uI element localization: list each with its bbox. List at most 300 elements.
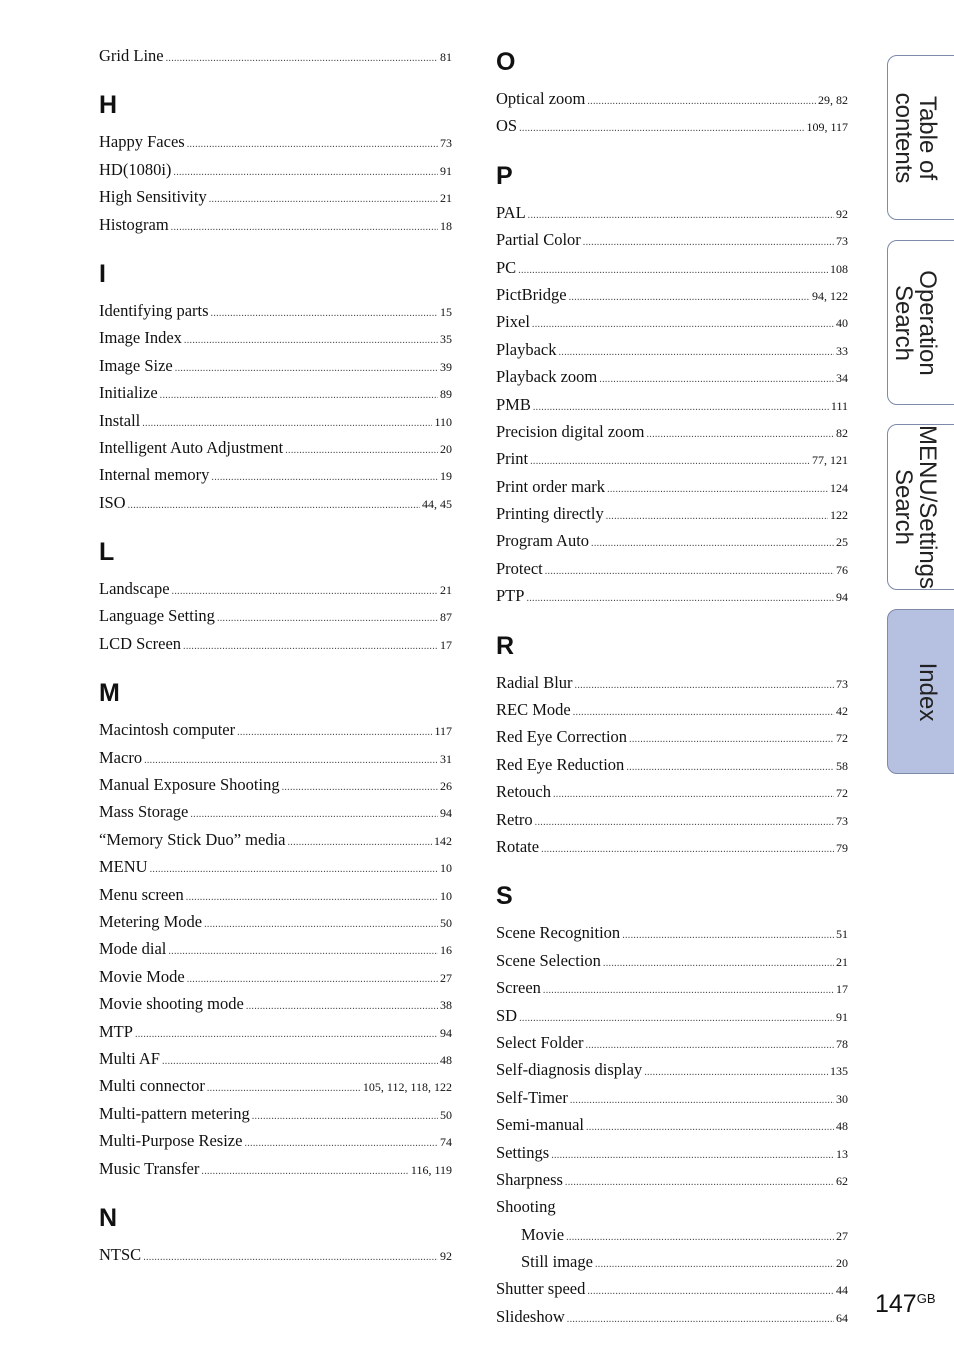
page-reference[interactable]: 124 xyxy=(830,480,848,495)
dot-leader xyxy=(528,202,834,229)
page-reference[interactable]: 76 xyxy=(836,562,848,577)
dot-leader xyxy=(244,1130,438,1157)
page-reference[interactable]: 21 xyxy=(836,954,848,969)
index-term: Macro xyxy=(99,747,143,767)
index-entry[interactable] xyxy=(496,473,848,500)
page-reference[interactable]: 27 xyxy=(440,970,452,985)
page-reference[interactable]: 73 xyxy=(836,676,848,691)
index-letter-heading: O xyxy=(496,48,516,76)
page-reference[interactable]: 142 xyxy=(434,833,452,848)
dot-leader xyxy=(282,774,438,801)
dot-leader xyxy=(166,45,438,72)
page-reference[interactable]: 21 xyxy=(440,583,452,598)
tab-operation-search[interactable] xyxy=(887,240,954,405)
tab-index[interactable] xyxy=(887,609,954,774)
index-term: OS xyxy=(496,116,518,136)
page-reference[interactable]: 108 xyxy=(830,261,848,276)
index-entry[interactable] xyxy=(496,833,848,860)
page-reference[interactable]: 81 xyxy=(440,50,452,64)
index-term: Landscape xyxy=(99,579,170,599)
index-term: Histogram xyxy=(99,214,169,234)
page-reference[interactable]: 44, 45 xyxy=(422,496,452,511)
page-reference[interactable]: 73 xyxy=(836,234,848,249)
dot-leader xyxy=(553,781,834,808)
dot-leader xyxy=(519,1005,834,1032)
page-reference[interactable]: 72 xyxy=(836,786,848,801)
dot-leader xyxy=(211,464,438,491)
dot-leader xyxy=(570,1087,834,1114)
index-term: PAL xyxy=(496,202,526,222)
index-letter-heading: L xyxy=(99,538,115,567)
index-term: Self-Timer xyxy=(496,1087,568,1107)
dot-leader xyxy=(595,1251,834,1278)
dot-leader xyxy=(184,327,438,354)
index-entry[interactable] xyxy=(496,85,848,112)
index-term: Radial Blur xyxy=(496,672,573,692)
index-letter-heading: H xyxy=(99,91,118,120)
index-subentry[interactable] xyxy=(496,1221,848,1248)
dot-leader xyxy=(586,1114,834,1141)
dot-leader xyxy=(150,856,438,883)
index-entry[interactable] xyxy=(496,1084,848,1111)
dot-leader xyxy=(135,1021,438,1048)
page-reference[interactable]: 72 xyxy=(836,731,848,746)
dot-leader xyxy=(535,809,834,836)
index-entry[interactable] xyxy=(496,1139,848,1166)
index-term: PictBridge xyxy=(496,284,567,304)
index-term: High Sensitivity xyxy=(99,187,207,207)
page-reference[interactable]: 50 xyxy=(440,915,452,930)
page-reference[interactable]: 89 xyxy=(440,387,452,402)
index-term: Settings xyxy=(496,1142,550,1162)
index-entry[interactable] xyxy=(496,1166,848,1193)
dot-leader xyxy=(168,938,438,965)
index-entry[interactable] xyxy=(99,1127,452,1154)
page-reference[interactable]: 17 xyxy=(836,982,848,997)
page-number xyxy=(875,1290,936,1319)
index-term: ISO xyxy=(99,492,126,512)
page-reference[interactable]: 87 xyxy=(440,610,452,625)
dot-leader xyxy=(173,159,438,186)
index-entry[interactable] xyxy=(99,407,452,434)
index-term: Mode dial xyxy=(99,939,167,959)
index-term: Retro xyxy=(496,809,533,829)
index-entry[interactable] xyxy=(99,1072,452,1099)
dot-leader xyxy=(160,382,438,409)
index-entry[interactable] xyxy=(99,461,452,488)
index-letter-heading: S xyxy=(496,882,513,911)
index-entry[interactable] xyxy=(99,1241,452,1268)
page-reference[interactable]: 20 xyxy=(440,441,452,456)
index-term: Scene Recognition xyxy=(496,923,621,943)
dot-leader xyxy=(246,993,438,1020)
tab-menu-settings-search[interactable] xyxy=(887,424,954,590)
index-entry[interactable] xyxy=(496,527,848,554)
index-entry[interactable] xyxy=(99,575,452,602)
index-term: Select Folder xyxy=(496,1032,584,1052)
index-term: “Memory Stick Duo” media xyxy=(99,829,286,849)
index-term: Macintosh computer xyxy=(99,720,236,740)
index-entry[interactable] xyxy=(496,974,848,1001)
dot-leader xyxy=(573,699,834,726)
dot-leader xyxy=(144,747,438,774)
index-entry[interactable] xyxy=(496,308,848,335)
index-term: Identifying parts xyxy=(99,300,209,320)
index-term: Precision digital zoom xyxy=(496,421,645,441)
index-term: Multi AF xyxy=(99,1048,160,1068)
page-reference[interactable]: 91 xyxy=(836,1009,848,1024)
index-term: MENU xyxy=(99,857,148,877)
index-term: Optical zoom xyxy=(496,89,586,108)
index-entry[interactable] xyxy=(99,324,452,351)
index-entry[interactable] xyxy=(496,445,848,472)
page-reference[interactable]: 73 xyxy=(440,136,452,151)
index-term: Playback zoom xyxy=(496,367,598,387)
page-reference[interactable]: 44 xyxy=(836,1283,848,1298)
index-term: Print order mark xyxy=(496,476,606,496)
page-reference[interactable]: 74 xyxy=(440,1135,452,1150)
index-term: Partial Color xyxy=(496,230,581,250)
dot-leader xyxy=(543,977,834,1004)
dot-leader xyxy=(586,1032,834,1059)
dot-leader xyxy=(565,1169,834,1196)
page-reference[interactable]: 73 xyxy=(836,813,848,828)
index-entry[interactable] xyxy=(99,434,452,461)
index-term: Print xyxy=(496,449,529,469)
page-reference[interactable]: 27 xyxy=(836,1228,848,1243)
index-entry[interactable] xyxy=(496,336,848,363)
index-entry[interactable] xyxy=(99,379,452,406)
page-reference[interactable]: 33 xyxy=(836,343,848,358)
tab-label xyxy=(891,425,939,589)
index-term: PC xyxy=(496,257,517,277)
index-letter-heading: N xyxy=(99,1203,118,1232)
dot-leader xyxy=(187,966,438,993)
index-term: Multi-Purpose Resize xyxy=(99,1131,243,1151)
index-entry[interactable] xyxy=(496,947,848,974)
index-term: Sharpness xyxy=(496,1169,563,1189)
index-term: Still image xyxy=(521,1252,593,1272)
dot-leader xyxy=(567,1306,834,1333)
index-term: Shutter speed xyxy=(496,1279,586,1299)
index-term: Self-diagnosis display xyxy=(496,1060,643,1080)
tab-label-line: Index xyxy=(914,662,941,721)
index-term: Initialize xyxy=(99,383,158,403)
dot-leader xyxy=(566,1224,834,1251)
index-entry[interactable] xyxy=(99,963,452,990)
dot-leader xyxy=(252,1103,438,1130)
index-entry[interactable] xyxy=(496,919,848,946)
dot-leader xyxy=(237,719,432,746)
index-term: Red Eye Reduction xyxy=(496,754,625,774)
page-reference[interactable]: 94 xyxy=(440,1025,452,1040)
index-term: Rotate xyxy=(496,836,540,856)
index-entry[interactable] xyxy=(99,1155,452,1182)
page-reference[interactable]: 92 xyxy=(440,1248,452,1263)
index-term: REC Mode xyxy=(496,700,571,720)
index-entry[interactable] xyxy=(99,908,452,935)
dot-leader xyxy=(171,214,438,241)
dot-leader xyxy=(626,754,834,781)
index-term: LCD Screen xyxy=(99,633,182,653)
tab-label xyxy=(915,662,939,721)
page-reference[interactable]: 109, 117 xyxy=(806,120,848,135)
dot-leader xyxy=(187,131,438,158)
dot-leader xyxy=(519,115,804,142)
dot-leader xyxy=(142,410,432,437)
page-reference[interactable]: 10 xyxy=(440,861,452,876)
index-term: Happy Faces xyxy=(99,132,185,152)
dot-leader xyxy=(603,950,834,977)
dot-leader xyxy=(599,366,834,393)
index-entry[interactable] xyxy=(496,1111,848,1138)
index-entry[interactable] xyxy=(496,669,848,696)
index-entry[interactable] xyxy=(496,1029,848,1056)
page-reference[interactable]: 26 xyxy=(440,779,452,794)
page-reference[interactable]: 92 xyxy=(836,206,848,221)
page-reference[interactable]: 122 xyxy=(830,508,848,523)
page-reference[interactable]: 10 xyxy=(440,888,452,903)
index-entry[interactable] xyxy=(99,489,452,516)
index-entry[interactable] xyxy=(496,391,848,418)
page-reference[interactable]: 117 xyxy=(434,724,452,739)
index-entry[interactable] xyxy=(496,555,848,582)
page-reference[interactable]: 20 xyxy=(836,1256,848,1271)
index-entry[interactable] xyxy=(99,602,452,629)
tab-label-line: Search xyxy=(890,468,917,546)
index-entry[interactable] xyxy=(99,881,452,908)
page-reference[interactable]: 135 xyxy=(830,1064,848,1079)
index-entry[interactable] xyxy=(496,500,848,527)
page-reference[interactable]: 94 xyxy=(836,590,848,605)
page-reference[interactable]: 38 xyxy=(440,998,452,1013)
index-letter-heading: M xyxy=(99,679,120,708)
dot-leader xyxy=(644,1059,828,1086)
dot-leader xyxy=(558,339,834,366)
index-entry[interactable] xyxy=(99,630,452,657)
dot-leader xyxy=(190,801,438,828)
index-entry[interactable] xyxy=(99,744,452,771)
dot-leader xyxy=(583,229,834,256)
index-entry[interactable] xyxy=(496,1002,848,1029)
index-term: Shooting xyxy=(496,1197,556,1217)
index-term: Scene Selection xyxy=(496,950,601,970)
dot-leader xyxy=(646,421,834,448)
index-subentry[interactable] xyxy=(496,1248,848,1275)
page-reference[interactable]: 48 xyxy=(836,1119,848,1134)
index-term: Red Eye Correction xyxy=(496,727,628,747)
page-number-value: 147 xyxy=(875,1290,917,1318)
page-reference[interactable]: 94, 122 xyxy=(812,288,848,303)
page-reference[interactable]: 64 xyxy=(836,1310,848,1325)
index-entry[interactable] xyxy=(496,806,848,833)
tab-label-line: Table of xyxy=(914,95,941,180)
index-entry[interactable] xyxy=(99,42,452,69)
dot-leader xyxy=(551,1142,834,1169)
index-entry[interactable] xyxy=(496,363,848,390)
page-reference[interactable]: 111 xyxy=(830,398,848,413)
dot-leader xyxy=(569,284,810,311)
index-term: Image Size xyxy=(99,355,173,375)
index-entry[interactable] xyxy=(99,297,452,324)
dot-leader xyxy=(285,437,438,464)
page-reference[interactable]: 35 xyxy=(440,332,452,347)
index-entry[interactable] xyxy=(99,128,452,155)
index-letter-heading: R xyxy=(496,631,515,660)
index-entry[interactable] xyxy=(496,418,848,445)
tab-label-line: contents xyxy=(890,92,917,183)
tab-table-of-contents[interactable] xyxy=(887,55,954,220)
index-term: Retouch xyxy=(496,782,551,802)
index-column-left xyxy=(99,42,452,1268)
page-reference[interactable]: 17 xyxy=(440,637,452,652)
index-entry[interactable] xyxy=(496,1275,848,1302)
page-reference[interactable]: 25 xyxy=(836,535,848,550)
dot-leader xyxy=(629,726,834,753)
index-term: NTSC xyxy=(99,1244,142,1264)
page-reference[interactable]: 77, 121 xyxy=(812,453,848,468)
index-entry[interactable] xyxy=(496,696,848,723)
index-entry[interactable] xyxy=(99,1100,452,1127)
page-reference[interactable]: 78 xyxy=(836,1036,848,1051)
dot-leader xyxy=(545,558,834,585)
dot-leader xyxy=(217,605,438,632)
index-entry[interactable] xyxy=(99,853,452,880)
index-entry[interactable] xyxy=(496,281,848,308)
page-reference[interactable]: 16 xyxy=(440,943,452,958)
index-entry[interactable] xyxy=(496,199,848,226)
index-entry[interactable] xyxy=(99,798,452,825)
page-reference[interactable]: 94 xyxy=(440,806,452,821)
index-entry[interactable] xyxy=(496,723,848,750)
index-term: Language Setting xyxy=(99,606,215,626)
page-reference[interactable]: 19 xyxy=(440,469,452,484)
index-term: Pixel xyxy=(496,312,530,332)
index-entry[interactable] xyxy=(496,751,848,778)
index-entry[interactable] xyxy=(99,826,452,853)
page-reference[interactable]: 105, 112, 118, 122 xyxy=(362,1080,452,1095)
page-reference[interactable]: 62 xyxy=(836,1173,848,1188)
index-entry[interactable] xyxy=(99,156,452,183)
index-term: Music Transfer xyxy=(99,1158,200,1178)
dot-leader xyxy=(532,311,834,338)
dot-leader xyxy=(201,1158,409,1185)
page-reference[interactable]: 31 xyxy=(440,751,452,766)
index-entry[interactable] xyxy=(99,1018,452,1045)
index-entry[interactable] xyxy=(496,1193,848,1220)
page-reference[interactable]: 91 xyxy=(440,163,452,178)
index-term: Slideshow xyxy=(496,1306,565,1326)
index-term: Printing directly xyxy=(496,504,604,524)
index-term: PTP xyxy=(496,586,525,606)
index-term: Menu screen xyxy=(99,884,184,904)
index-term: MTP xyxy=(99,1021,133,1041)
tab-label xyxy=(891,270,939,375)
index-entry[interactable] xyxy=(496,226,848,253)
index-entry[interactable] xyxy=(99,1045,452,1072)
page-reference[interactable]: 116, 119 xyxy=(410,1162,452,1177)
dot-leader xyxy=(175,355,438,382)
dot-leader xyxy=(128,492,420,519)
page-reference[interactable]: 29, 82 xyxy=(818,93,848,107)
index-term: HD(1080i) xyxy=(99,159,172,179)
page-reference[interactable]: 82 xyxy=(836,425,848,440)
index-term: Movie shooting mode xyxy=(99,994,244,1014)
page-reference[interactable]: 48 xyxy=(440,1052,452,1067)
page-reference[interactable]: 39 xyxy=(440,359,452,374)
page-reference[interactable]: 51 xyxy=(836,927,848,942)
page-reference[interactable]: 40 xyxy=(836,316,848,331)
index-entry[interactable] xyxy=(99,990,452,1017)
dot-leader xyxy=(606,503,828,530)
index-entry[interactable] xyxy=(496,1056,848,1083)
index-entry[interactable] xyxy=(496,254,848,281)
page-reference[interactable]: 18 xyxy=(440,218,452,233)
index-term: Semi-manual xyxy=(496,1115,584,1135)
dot-leader xyxy=(541,836,834,863)
dot-leader xyxy=(162,1048,438,1075)
index-entry[interactable] xyxy=(99,183,452,210)
index-letter-heading: P xyxy=(496,161,513,190)
index-entry[interactable] xyxy=(99,771,452,798)
index-entry[interactable] xyxy=(496,582,848,609)
dot-leader xyxy=(204,911,438,938)
page-reference[interactable]: 79 xyxy=(836,840,848,855)
dot-leader xyxy=(591,530,834,557)
page-reference[interactable]: 110 xyxy=(434,414,452,429)
page-region-code: GB xyxy=(916,1291,936,1306)
index-term: Metering Mode xyxy=(99,911,203,931)
index-term: Multi connector xyxy=(99,1076,205,1096)
dot-leader xyxy=(209,186,438,213)
index-entry[interactable] xyxy=(99,935,452,962)
dot-leader xyxy=(211,300,438,327)
dot-leader xyxy=(518,257,828,284)
page-reference[interactable]: 42 xyxy=(836,704,848,719)
page-reference[interactable]: 15 xyxy=(440,304,452,319)
page-reference[interactable]: 30 xyxy=(836,1091,848,1106)
dot-leader xyxy=(530,448,810,475)
index-entry[interactable] xyxy=(99,352,452,379)
index-term: Manual Exposure Shooting xyxy=(99,775,280,795)
index-term: Program Auto xyxy=(496,531,590,551)
index-term: Install xyxy=(99,410,141,430)
index-term: Grid Line xyxy=(99,46,164,65)
index-entry[interactable] xyxy=(496,778,848,805)
index-entry[interactable] xyxy=(99,211,452,238)
dot-leader xyxy=(288,829,433,856)
index-entry[interactable] xyxy=(496,112,848,139)
tab-label-line: MENU/Settings xyxy=(914,424,941,590)
page-reference[interactable]: 21 xyxy=(440,191,452,206)
page-reference[interactable]: 13 xyxy=(836,1146,848,1161)
index-term: Movie xyxy=(521,1224,565,1244)
dot-leader xyxy=(575,672,834,699)
dot-leader xyxy=(607,476,828,503)
page-reference[interactable]: 50 xyxy=(440,1107,452,1122)
index-term: Movie Mode xyxy=(99,966,185,986)
index-term: PMB xyxy=(496,394,531,414)
dot-leader xyxy=(186,884,438,911)
index-term: Mass Storage xyxy=(99,802,189,822)
page-reference[interactable]: 58 xyxy=(836,758,848,773)
tab-label-line: Search xyxy=(890,284,917,361)
page-reference[interactable]: 34 xyxy=(836,371,848,386)
index-entry[interactable] xyxy=(496,1303,848,1330)
index-entry[interactable] xyxy=(99,716,452,743)
index-letter-heading: I xyxy=(99,259,106,288)
index-term: Image Index xyxy=(99,328,182,348)
